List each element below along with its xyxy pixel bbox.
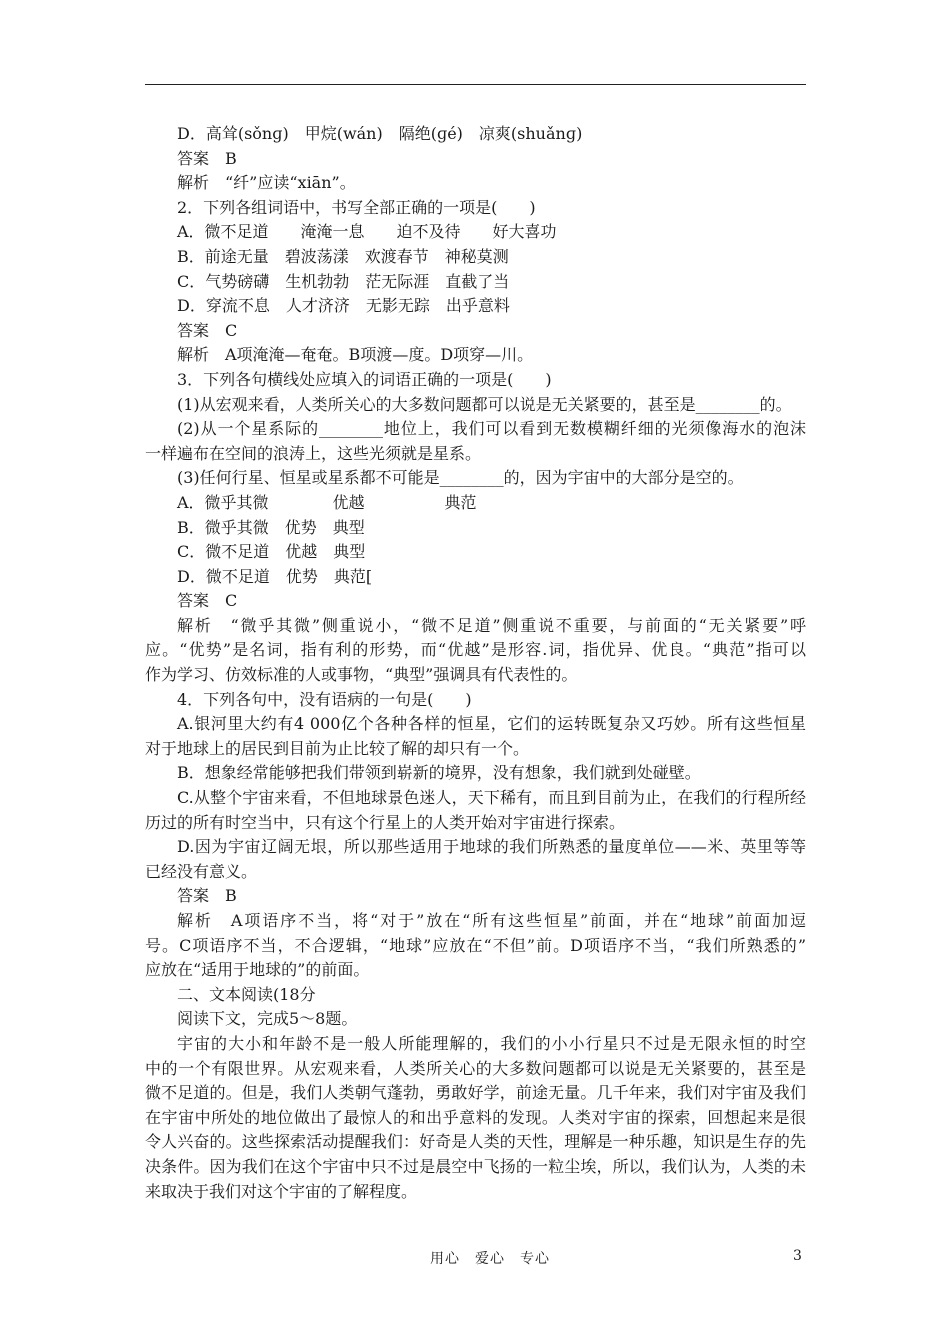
text-line: 宇宙的大小和年龄不是一般人所能理解的，我们的小小行星只不过是无限永恒的时空 bbox=[177, 1033, 806, 1053]
text-line: (3)任何行星、恒星或星系都不可能是________的，因为宇宙中的大部分是空的。 bbox=[177, 468, 744, 488]
text-line: 4．下列各句中，没有语病的一句是( ) bbox=[177, 689, 472, 709]
text-line: 号。C项语序不当，不合逻辑，“地球”应放在“不但”前。D项语序不当，“我们所熟悉的” bbox=[145, 935, 806, 955]
text-line: 答案 C bbox=[177, 320, 238, 340]
text-line: D．微不足道 优势 典范[ bbox=[177, 566, 373, 586]
text-line: C.从整个宇宙来看，不但地球景色迷人，天下稀有，而且到目前为止，在我们的行程所经 bbox=[177, 788, 806, 808]
text-line: A．微乎其微 优越 典范 bbox=[177, 492, 477, 512]
text-line: 答案 C bbox=[177, 591, 238, 611]
text-line: 历过的所有时空当中，只有这个行星上的人类开始对宇宙进行探索。 bbox=[145, 812, 626, 832]
text-line: 已经没有意义。 bbox=[145, 861, 258, 881]
text-line: 解析 “纤”应读“xiān”。 bbox=[177, 173, 356, 193]
text-line: 答案 B bbox=[177, 886, 237, 906]
text-line: 应放在“适用于地球的”的前面。 bbox=[145, 960, 370, 980]
text-line: 决条件。因为我们在这个宇宙中只不过是晨空中飞扬的一粒尘埃，所以，我们认为，人类的未 bbox=[145, 1156, 806, 1176]
text-line: (2)从一个星系际的________地位上，我们可以看到无数模糊纤细的光须像海水的泡沫 bbox=[177, 419, 806, 439]
header-rule bbox=[145, 84, 806, 85]
text-line: 答案 B bbox=[177, 148, 237, 168]
document-body bbox=[145, 122, 806, 1204]
text-line: 在宇宙中所处的地位做出了最惊人的和出乎意料的发现。人类对宇宙的探索，回想起来是很 bbox=[145, 1107, 806, 1127]
text-line: C．微不足道 优越 典型 bbox=[177, 542, 366, 562]
text-line: 一样遍布在空间的浪涛上，这些光须就是星系。 bbox=[145, 443, 482, 463]
text-line: 来取决于我们对这个宇宙的了解程度。 bbox=[145, 1181, 418, 1201]
text-line: D.因为宇宙辽阔无垠，所以那些适用于地球的我们所熟悉的量度单位——米、英里等等 bbox=[177, 837, 806, 857]
text-line: (1)从宏观来看，人类所关心的大多数问题都可以说是无关紧要的，甚至是________的。 bbox=[177, 394, 792, 414]
text-line: 微不足道的。但是，我们人类朝气蓬勃，勇敢好学，前途无量。几千年来，我们对宇宙及我们 bbox=[145, 1083, 806, 1103]
text-line: 解析 A项语序不当，将“对于”放在“所有这些恒星”前面，并在“地球”前面加逗 bbox=[177, 911, 806, 930]
text-line: C．气势磅礴 生机勃勃 茫无际涯 直截了当 bbox=[177, 271, 510, 291]
text-line: B．想象经常能够把我们带领到崭新的境界，没有想象，我们就到处碰壁。 bbox=[177, 763, 701, 783]
text-line: B．微乎其微 优势 典型 bbox=[177, 517, 365, 537]
text-line: 作为学习、仿效标准的人或事物，“典型”强调具有代表性的。 bbox=[145, 665, 578, 685]
page-number: 3 bbox=[793, 1248, 802, 1264]
text-line: D．高耸(sǒnɡ) 甲烷(wán) 隔绝(ɡé) 凉爽(shuǎnɡ) bbox=[177, 124, 583, 143]
text-line: 二、文本阅读(18分 bbox=[177, 984, 316, 1004]
text-line: 对于地球上的居民到目前为止比较了解的却只有一个。 bbox=[145, 738, 530, 758]
text-line: 解析 A项淹淹—奄奄。B项渡—度。D项穿—川。 bbox=[177, 345, 534, 365]
text-line: 解析 “微乎其微”侧重说小，“微不足道”侧重说不重要，与前面的“无关紧要”呼 bbox=[177, 615, 806, 635]
text-line: A．微不足道 淹淹一息 迫不及待 好大喜功 bbox=[177, 222, 557, 242]
footer-motto: 用心 爱心 专心 bbox=[430, 1251, 550, 1267]
text-line: 令人兴奋的。这些探索活动提醒我们：好奇是人类的天性，理解是一种乐趣，知识是生存的先 bbox=[145, 1132, 806, 1152]
text-line: 中的一个有限世界。从宏观来看，人类所关心的大多数问题都可以说是无关紧要的，甚至是 bbox=[145, 1058, 806, 1078]
text-line: 2．下列各组词语中，书写全部正确的一项是( ) bbox=[177, 197, 536, 217]
text-line: D．穿流不息 人才济济 无影无踪 出乎意料 bbox=[177, 296, 510, 316]
text-line: 3．下列各句横线处应填入的词语正确的一项是( ) bbox=[177, 369, 552, 389]
text-line: B．前途无量 碧波荡漾 欢渡春节 神秘莫测 bbox=[177, 246, 509, 266]
text-line: 应。“优势”是名词，指有利的形势，而“优越”是形容.词，指优异、优良。“典范”指可以 bbox=[145, 640, 806, 660]
text-line: 阅读下文，完成5～8题。 bbox=[177, 1009, 358, 1029]
text-line: A.银河里大约有4 000亿个各种各样的恒星，它们的运转既复杂又巧妙。所有这些恒星 bbox=[177, 714, 806, 734]
